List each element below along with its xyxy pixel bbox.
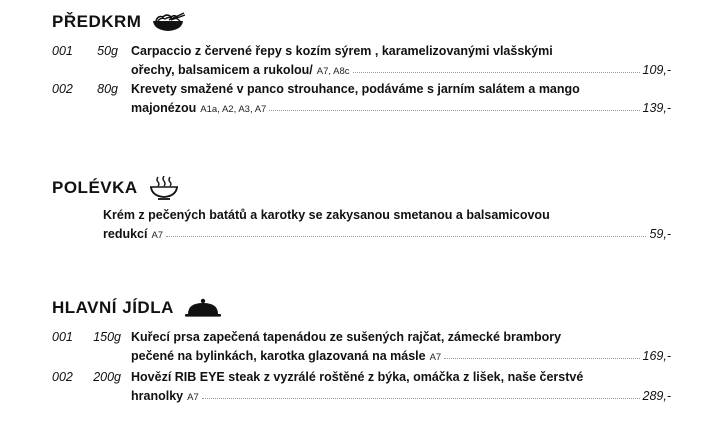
item-description-line1: Krém z pečených batátů a karotky se zakysanou smetanou a balsamicovou [103,208,550,222]
soup-bowl-icon [148,176,180,200]
item-allergens: A1a, A2, A3, A7 [200,104,267,115]
item-description [131,42,671,81]
section-title-hlavni-jidla [52,298,222,318]
cloche-icon [184,298,222,318]
item-weight: 150g [93,330,121,344]
item-weight: 80g [97,82,118,96]
item-number: 002 [52,370,73,384]
item-description [131,368,671,407]
item-number: 002 [52,82,73,96]
noodle-bowl-icon [151,12,185,32]
section-title-text: POLÉVKA [52,178,138,197]
section-title-text: HLAVNÍ JÍDLA [52,298,174,317]
item-price: 59,- [649,227,671,241]
item-description-line2-text: hranolky [131,389,184,403]
item-number: 001 [52,44,73,58]
item-allergens: A7 [187,392,199,403]
dot-leader [353,61,640,73]
item-allergens: A7 [151,230,164,241]
item-price: 169,- [642,349,671,363]
dot-leader [202,387,640,399]
item-description-line1: Hovězí RIB EYE steak z vyzrálé roštěné z býka, omáčka z lišek, naše čerstvé [131,370,584,384]
item-description-line2 [131,99,671,119]
item-description-line1: Carpaccio z červené řepy s kozím sýrem , karamelizovanými vlašskými [131,44,553,58]
item-description-line1: Krevety smažené v panco strouhance, podáváme s jarním salátem a mango [131,82,580,96]
item-description-line2-text: ořechy, balsamicem a rukolou/ [131,63,313,77]
item-weight: 50g [97,44,118,58]
item-description-line2 [103,225,671,245]
item-price: 289,- [642,389,671,403]
item-description [103,206,671,245]
item-description-line1: Kuřecí prsa zapečená tapenádou ze sušených rajčat, zámecké brambory [131,330,562,344]
dot-leader [269,99,639,111]
item-description-line2-text: majonézou [131,101,197,115]
item-description-line2-text: pečené na bylinkách, karotka glazovaná na másle [131,349,426,363]
item-allergens: A7 [429,352,442,363]
item-description-line2 [131,347,671,367]
item-description-line2-text: redukcí [103,227,148,241]
item-description-line2 [131,61,671,81]
section-title-polevka [52,176,180,200]
item-allergens: A7, A8c [316,66,350,77]
item-price: 109,- [642,63,671,77]
item-number: 001 [52,330,73,344]
section-title-predkrm [52,12,185,32]
item-description [131,328,671,367]
item-price: 139,- [642,101,671,115]
item-weight: 200g [93,370,121,384]
section-title-text: PŘEDKRM [52,12,142,31]
dot-leader [166,225,646,237]
item-description [131,80,671,119]
item-description-line2 [131,387,671,407]
dot-leader [444,347,639,359]
